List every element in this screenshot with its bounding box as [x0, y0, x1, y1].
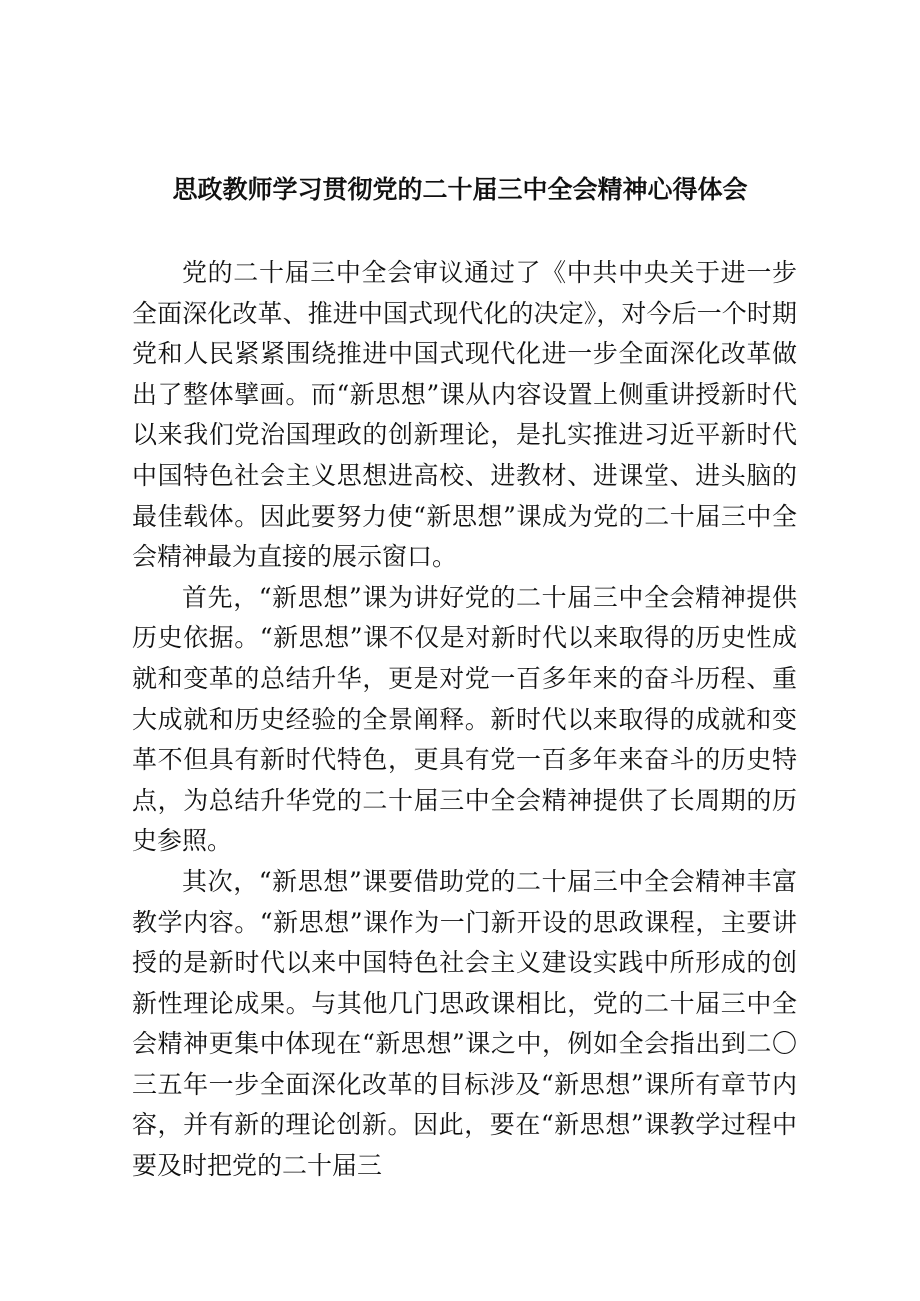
paragraph-3: 其次，“新思想”课要借助党的二十届三中全会精神丰富教学内容。“新思想”课作为一门新开设的思政课程，主要讲授的是新时代以来中国特色社会主义建设实践中所形成的创新性理论成果。与其他几门思政课相比，党的二十届三中全会精神更集中体现在“新思想”课之中，例如全会指出到二〇三五年一步全面深化改革的目标涉及“新思想”课所有章节内容，并有新的理论创新。因此，要在“新思想”课教学过程中要及时把党的二十届三: [132, 866, 797, 1181]
paragraph-2: 首先，“新思想”课为讲好党的二十届三中全会精神提供历史依据。“新思想”课不仅是对新时代以来取得的历史性成就和变革的总结升华，更是对党一百多年来的奋斗历程、重大成就和历史经验的全景阐释。新时代以来取得的成就和变革不但具有新时代特色，更具有党一百多年来奋斗的历史特点，为总结升华党的二十届三中全会精神提供了长周期的历史参照。: [132, 582, 797, 856]
document-body: [132, 253, 797, 1187]
document-title: 思政教师学习贯彻党的二十届三中全会精神心得体会: [172, 175, 748, 204]
paragraph-1: 党的二十届三中全会审议通过了《中共中央关于进一步全面深化改革、推进中国式现代化的决定》，对今后一个时期党和人民紧紧围绕推进中国式现代化进一步全面深化改革做出了整体擘画。而“新思想”课从内容设置上侧重讲授新时代以来我们党治国理政的创新理论，是扎实推进习近平新时代中国特色社会主义思想进高校、进教材、进课堂、进头脑的最佳载体。因此要努力使“新思想”课成为党的二十届三中全会精神最为直接的展示窗口。: [132, 258, 797, 572]
